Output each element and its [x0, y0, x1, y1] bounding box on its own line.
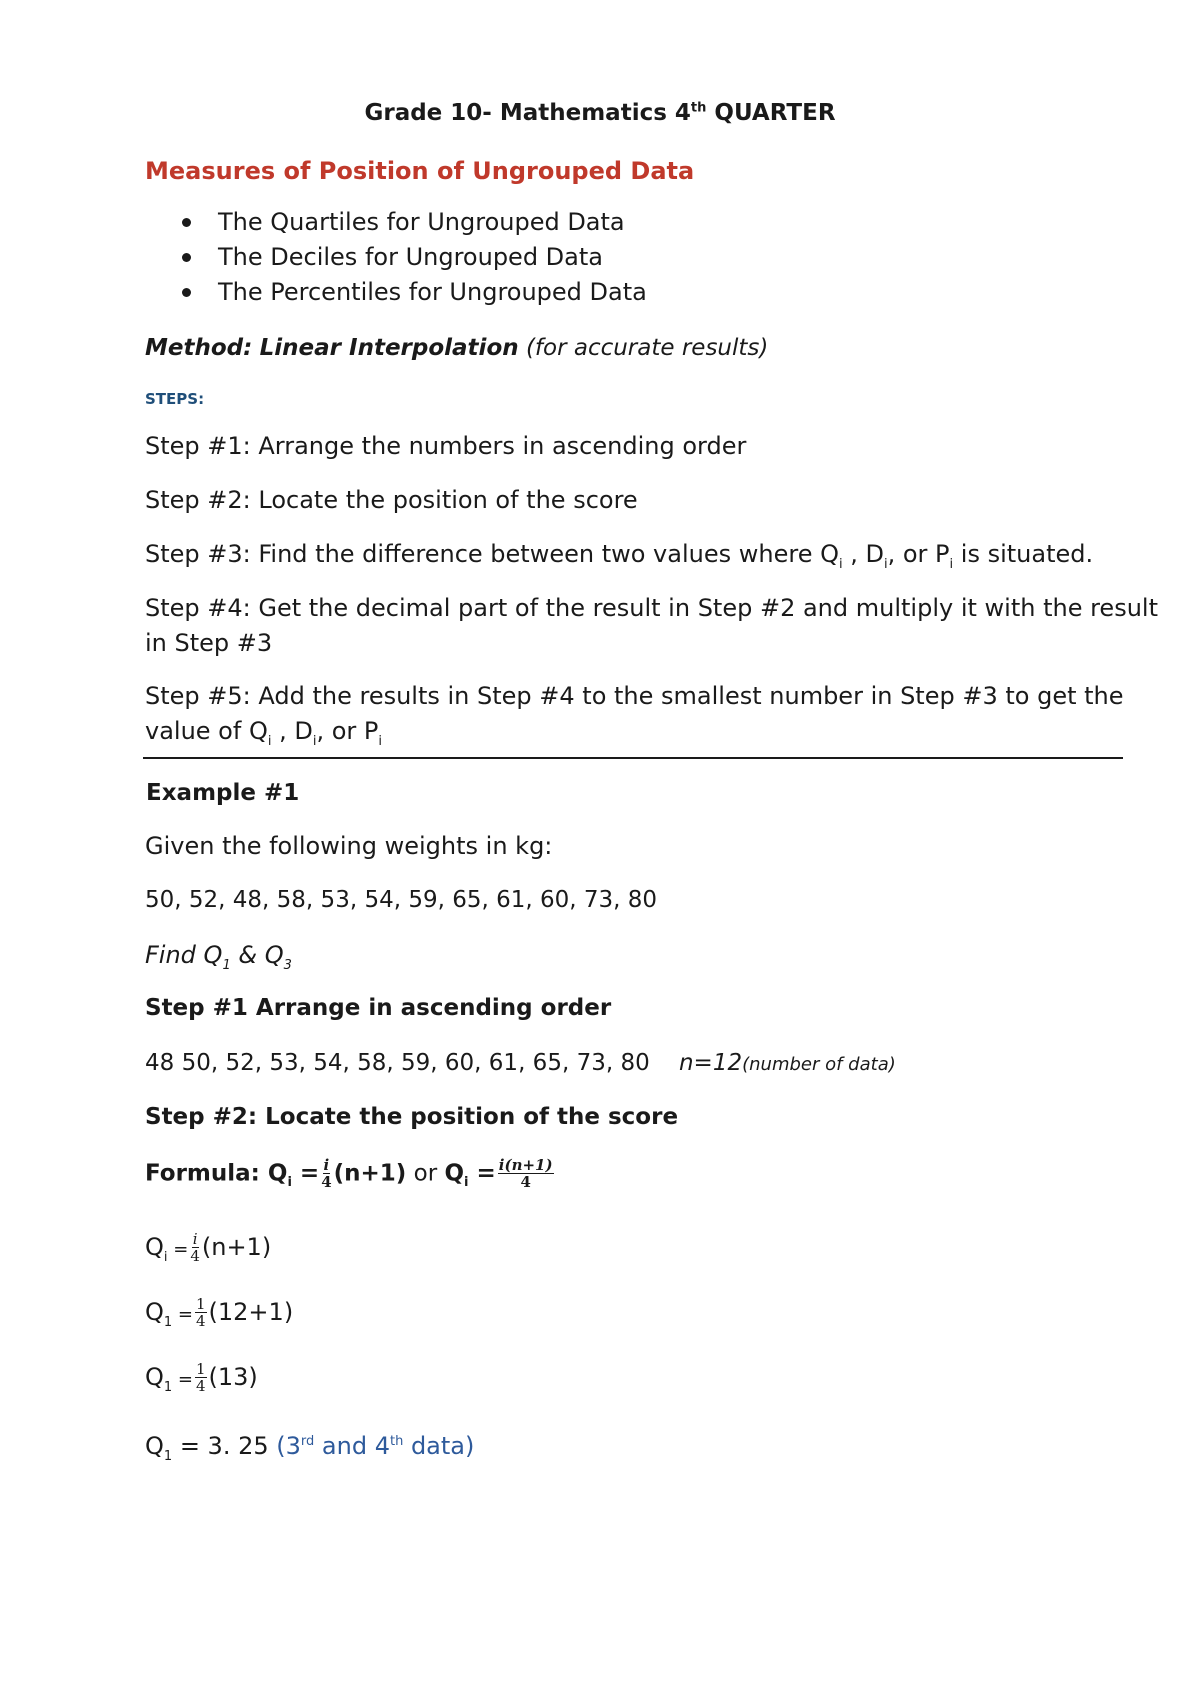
step-3: Step #3: Find the difference between two values where $Q_i$ , $D_i$, or $P_i$ is situated.: [145, 540, 1094, 572]
step2-heading: Step #2: Locate the position of the score: [145, 1104, 679, 1130]
step1-heading: Step #1 Arrange in ascending order: [145, 995, 612, 1021]
step-1: Step #1: Arrange the numbers in ascending order: [145, 432, 747, 460]
sorted-data: 48 50, 52, 53, 54, 58, 59, 60, 61, 65, 73, 80 n=12(number of data): [145, 1050, 896, 1076]
method-line: Method: Linear Interpolation (for accurate results): [145, 335, 769, 361]
example-heading: Example #1: [146, 780, 300, 806]
section-heading: Measures of Position of Ungrouped Data: [145, 157, 695, 185]
bullet-icon: [182, 253, 191, 262]
formula-line: Formula: $Q_i$ = $\frac{i}{4}$ (n+1) or $Q_i$ = $\frac{i(n+1)}{4}$: [145, 1156, 553, 1191]
formula-fraction: $\frac{i}{4}$: [321, 1156, 332, 1191]
formula-fraction: $\frac{i(n+1)}{4}$: [498, 1156, 553, 1191]
list-item: The Deciles for Ungrouped Data: [182, 242, 647, 277]
calc-fraction: $\frac{1}{4}$: [195, 1360, 206, 1395]
step-5: Step #5: Add the results in Step #4 to the smallest number in Step #3 to get the value of $Q_i$ , $D_i$, or $P_i$: [145, 682, 1124, 749]
list-item: The Quartiles for Ungrouped Data: [182, 207, 647, 242]
calc-fraction: $\frac{1}{4}$: [195, 1295, 206, 1330]
steps-label: STEPS:: [145, 390, 205, 408]
calc-fraction: $\frac{i}{4}$: [190, 1230, 200, 1265]
example-data: 50, 52, 48, 58, 53, 54, 59, 65, 61, 60, 73, 80: [145, 887, 658, 913]
example-given: Given the following weights in kg:: [145, 832, 553, 860]
step-4: Step #4: Get the decimal part of the result in Step #2 and multiply it with the result in Step #3: [145, 594, 1158, 657]
data-position-note: (3rd and 4th data): [276, 1432, 475, 1460]
calc-result: $Q_1 = 3$. 25 (3rd and 4th data): [145, 1432, 475, 1464]
divider: [143, 757, 1123, 759]
topic-list: [182, 207, 647, 312]
example-find: Find $Q_1$ & $Q_3$: [145, 941, 292, 973]
calc-line: $Q_1$ = $\frac{1}{4}$ (13): [145, 1360, 258, 1395]
bullet-icon: [182, 288, 191, 297]
calc-line: $Q_1$ = $\frac{1}{4}$ (12+1): [145, 1295, 294, 1330]
calc-line: $Q_i$ = $\frac{i}{4}$ (n+1): [145, 1230, 272, 1265]
bullet-icon: [182, 218, 191, 227]
page-title: Grade 10- Mathematics 4th QUARTER: [364, 100, 836, 126]
step-2: Step #2: Locate the position of the score: [145, 486, 638, 514]
list-item: The Percentiles for Ungrouped Data: [182, 277, 647, 312]
